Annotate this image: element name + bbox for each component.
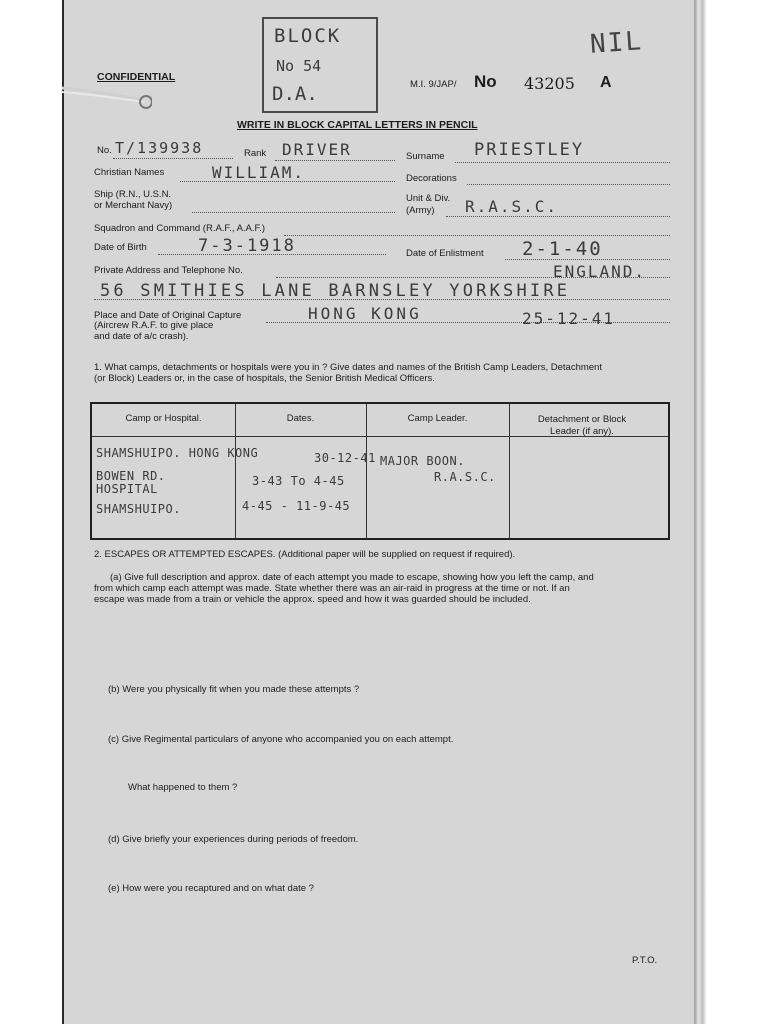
unit-label-2: (Army)	[406, 205, 435, 216]
binding-string-icon	[62, 82, 152, 112]
question-2a-line-1: (a) Give full description and approx. date of each attempt you made to escape, showing how you left the camp, and	[110, 572, 594, 583]
christian-names-label: Christian Names	[94, 167, 165, 178]
decorations-label: Decorations	[406, 173, 457, 184]
mi-reference: M.I. 9/JAP/	[410, 79, 457, 90]
page-edge	[694, 0, 706, 1024]
unit-label-1: Unit & Div.	[406, 193, 451, 204]
form-number: 43205	[524, 74, 575, 93]
question-2d: (d) Give briefly your experiences during periods of freedom.	[108, 834, 359, 845]
stamp-line-3: D.A.	[272, 83, 318, 105]
capture-place: HONG KONG	[308, 304, 422, 323]
service-number-value: T/139938	[115, 139, 204, 157]
no-label: No.	[97, 145, 112, 156]
question-2c: (c) Give Regimental particulars of anyone who accompanied you on each attempt.	[108, 734, 454, 745]
question-2c-followup: What happened to them ?	[128, 782, 238, 793]
rank-value: DRIVER	[282, 140, 352, 159]
table-row-2-leader: R.A.S.C.	[434, 470, 496, 484]
column-header-detachment: Detachment or Block Leader (if any).	[537, 414, 627, 437]
table-row-3-dates: 4-45 - 11-9-45	[242, 499, 351, 513]
surname-value: PRIESTLEY	[474, 140, 585, 160]
capture-label-2: (Aircrew R.A.F. to give place	[94, 320, 214, 331]
table-row-2-dates: 3-43 To 4-45	[252, 474, 345, 488]
address-label: Private Address and Telephone No.	[94, 265, 243, 276]
question-2b: (b) Were you physically fit when you made these attempts ?	[108, 684, 360, 695]
table-row-1-leader: MAJOR BOON.	[380, 454, 465, 468]
column-header-dates: Dates.	[286, 413, 315, 424]
block-stamp	[262, 17, 378, 113]
stamp-line-1: BLOCK	[274, 25, 342, 47]
section-2-title: 2. ESCAPES OR ATTEMPTED ESCAPES. (Additional paper will be supplied on request if required).	[94, 549, 516, 560]
number-symbol: No	[474, 72, 497, 91]
enlistment-label: Date of Enlistment	[406, 248, 484, 259]
stamp-line-2: No 54	[276, 57, 322, 75]
confidential-label: CONFIDENTIAL	[97, 71, 176, 83]
instruction-heading: WRITE IN BLOCK CAPITAL LETTERS IN PENCIL	[237, 119, 478, 131]
address-line-2: 56 SMITHIES LANE BARNSLEY YORKSHIRE	[100, 281, 571, 301]
capture-label-1: Place and Date of Original Capture	[94, 310, 242, 321]
capture-date: 25-12-41	[522, 309, 616, 328]
dob-value: 7-3-1918	[198, 236, 296, 256]
table-row-2-camp: BOWEN RD. HOSPITAL	[96, 469, 166, 496]
column-header-leader: Camp Leader.	[407, 413, 468, 424]
christian-names-value: WILLIAM.	[212, 163, 306, 182]
camps-table	[90, 402, 670, 540]
ship-label-2: or Merchant Navy)	[94, 200, 173, 211]
pto-label: P.T.O.	[632, 955, 658, 966]
unit-value: R.A.S.C.	[465, 197, 559, 216]
address-line-1: ENGLAND.	[553, 262, 647, 281]
table-row-1-camp: SHAMSHUIPO. HONG KONG	[96, 446, 259, 460]
enlistment-value: 2-1-40	[522, 238, 603, 260]
question-1-line-1: 1. What camps, detachments or hospitals were you in ? Give dates and names of the British Camp Leaders, Detachment	[94, 362, 602, 373]
table-row-1-dates: 30-12-41	[314, 451, 376, 465]
question-2e: (e) How were you recaptured and on what date ?	[108, 883, 314, 894]
form-letter: A	[600, 74, 612, 91]
question-1-line-2: (or Block) Leaders or, in the case of hospitals, the Senior British Medical Officers.	[94, 373, 435, 384]
column-header-camp: Camp or Hospital.	[125, 413, 202, 424]
squadron-label: Squadron and Command (R.A.F., A.A.F.)	[94, 223, 266, 234]
capture-label-3: and date of a/c crash).	[94, 331, 189, 342]
nil-annotation: NIL	[589, 26, 644, 60]
table-row-3-camp: SHAMSHUIPO.	[96, 502, 181, 516]
ship-label-1: Ship (R.N., U.S.N.	[94, 189, 172, 200]
question-2a-line-3: escape was made from a train or vehicle the approx. speed and how it was guarded should be included.	[94, 594, 531, 605]
surname-label: Surname	[406, 151, 445, 162]
question-2a-line-2: from which camp each attempt was made. State whether there was an air-raid in progress at the time or not. If an	[94, 583, 570, 594]
rank-label: Rank	[244, 148, 267, 159]
dob-label: Date of Birth	[94, 242, 147, 253]
